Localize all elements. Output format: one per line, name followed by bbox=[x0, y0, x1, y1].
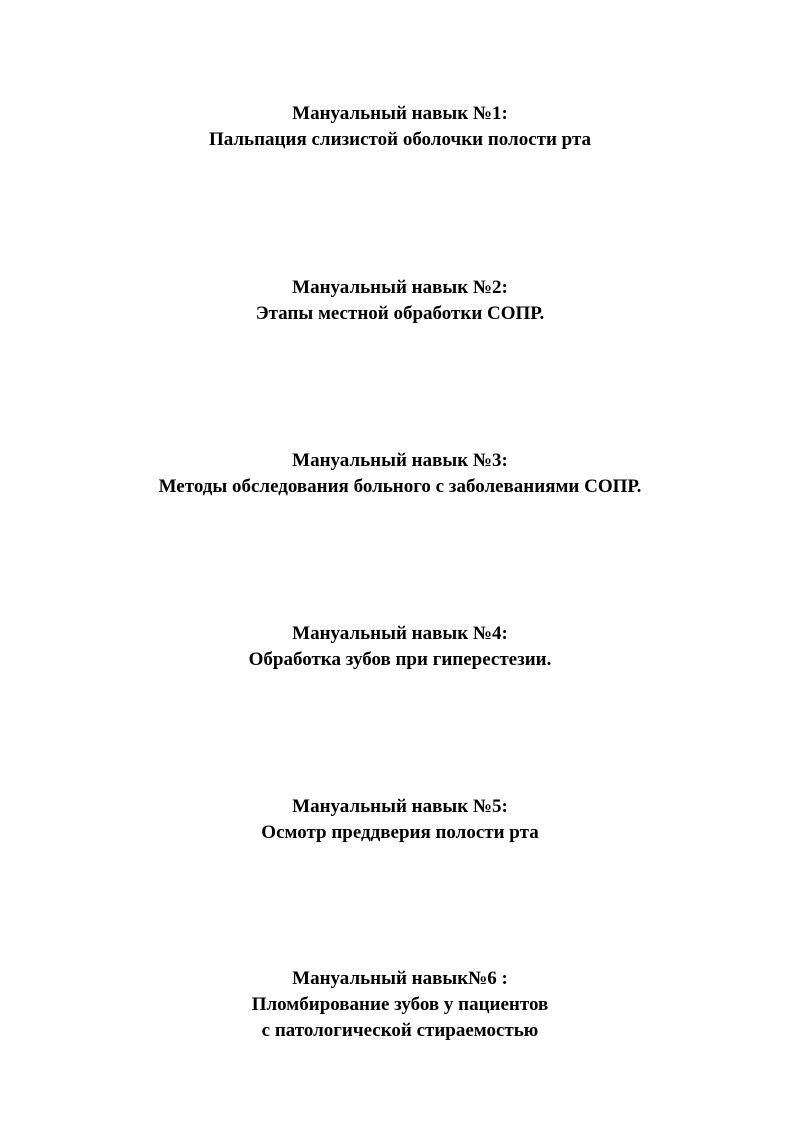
skill-block-1 bbox=[0, 101, 800, 153]
skill-title-3: Методы обследования больного с заболеваниями СОПР. bbox=[158, 476, 642, 497]
skill-heading-4: Мануальный навык №4: bbox=[292, 623, 508, 644]
skill-title-6-line-1: Пломбирование зубов у пациентов bbox=[251, 994, 549, 1015]
skill-heading-5: Мануальный навык №5: bbox=[292, 796, 508, 817]
skill-block-6 bbox=[0, 966, 800, 1044]
skill-title-5: Осмотр преддверия полости рта bbox=[261, 822, 539, 843]
skill-heading-6: Мануальный навык№6 : bbox=[292, 968, 508, 989]
skill-block-2 bbox=[0, 275, 800, 327]
skill-heading-1: Мануальный навык №1: bbox=[292, 103, 508, 124]
skill-block-3 bbox=[0, 448, 800, 500]
skill-heading-3: Мануальный навык №3: bbox=[292, 450, 508, 471]
skill-title-2: Этапы местной обработки СОПР. bbox=[255, 303, 545, 324]
skill-heading-2: Мануальный навык №2: bbox=[292, 277, 508, 298]
skill-block-4 bbox=[0, 621, 800, 673]
skill-block-5 bbox=[0, 794, 800, 846]
skill-title-1: Пальпация слизистой оболочки полости рта bbox=[208, 129, 592, 150]
skill-title-4: Обработка зубов при гиперестезии. bbox=[248, 649, 552, 670]
skill-title-6-line-2: с патологической стираемостью bbox=[261, 1020, 539, 1041]
